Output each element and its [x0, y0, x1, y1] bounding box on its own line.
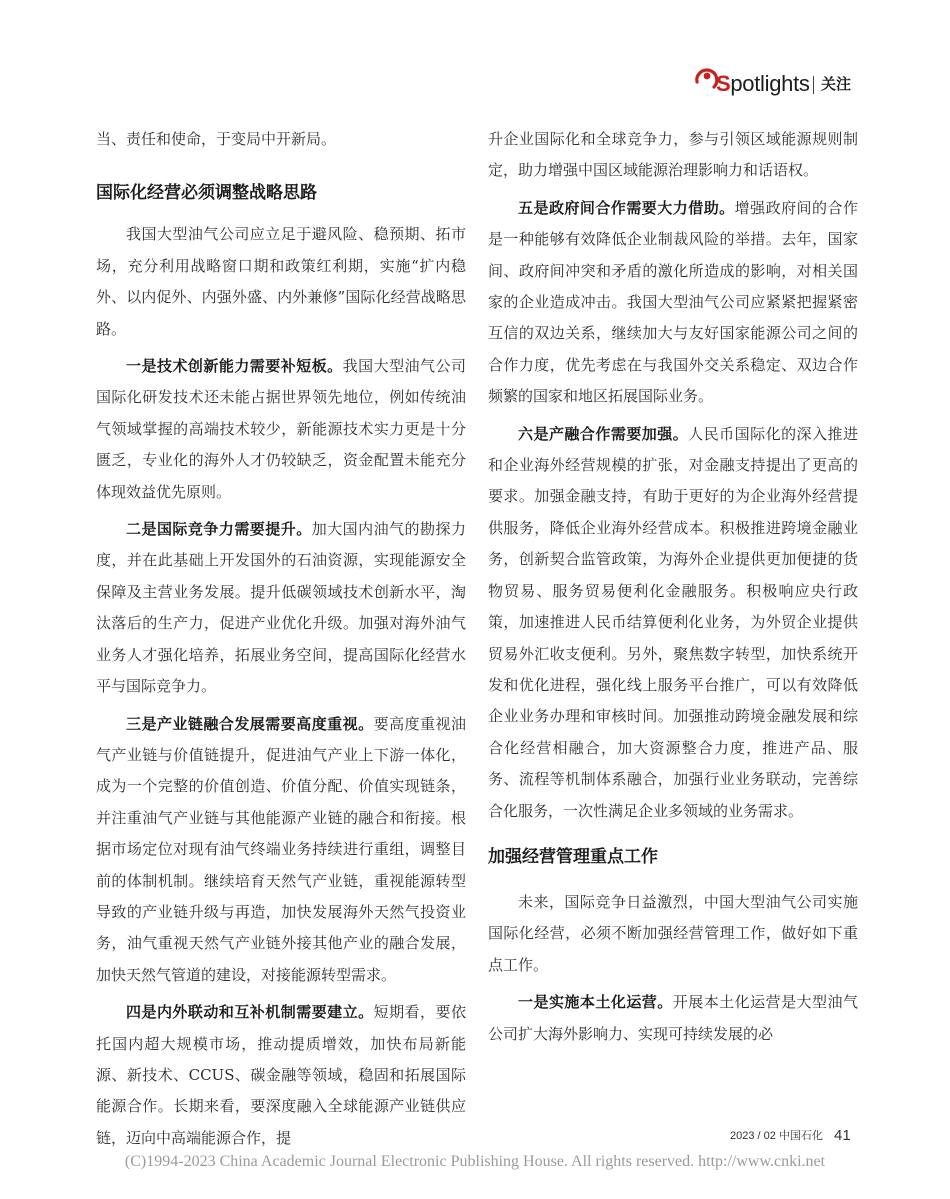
paragraph-lead: 六是产融合作需要加强。	[518, 424, 689, 443]
paragraph-body: 加大国内油气的勘探力度，并在此基础上开发国外的石油资源，实现能源安全保障及主营业务发展。提升低碳领域技术创新水平，淘汰落后的生产力，促进产业优化升级。加强对海外油气业务人才强化培养，拓展业务空间，提高国际化经营水平与国际竞争力。	[96, 520, 466, 696]
paragraph-continued: 升企业国际化和全球竞争力，参与引领区域能源规则制定，助力增强中国区域能源治理影响力和话语权。	[488, 130, 858, 180]
paragraph: 我国大型油气公司应立足于避风险、稳预期、拓市场，充分利用战略窗口期和政策红利期，实施“扩内稳外、以内促外、内强外盛、内外兼修”国际化经营战略思路。	[96, 225, 466, 338]
section-heading: 国际化经营必须调整战略思路	[96, 183, 317, 204]
paragraph-body: 短期看，要依托国内超大规模市场，推动提质增效，加快布局新能源、新技术、CCUS、碳金融等领域，稳固和拓展国际能源合作。长期来看，要深度融入全球能源产业链供应链，迈向中高端能源合作，提	[96, 1003, 466, 1147]
paragraph	[488, 987, 858, 1050]
paragraph-lead: 四是内外联动和互补机制需要建立。	[126, 1003, 374, 1022]
header-divider	[813, 76, 814, 94]
paragraph-continued: 当、责任和使命，于变局中开新局。	[96, 130, 337, 148]
paragraph	[488, 193, 858, 413]
section-heading: 加强经营管理重点工作	[488, 846, 658, 867]
left-column	[96, 124, 466, 1160]
paragraph	[96, 709, 466, 992]
paragraph-body: 我国大型油气公司国际化研发技术还未能占据世界领先地位，例如传统油气领域掌握的高端技术较少，新能源技术实力更是十分匮乏，专业化的海外人才仍较缺乏，资金配置未能充分体现效益优先原则。	[96, 357, 466, 501]
copyright-notice: (C)1994-2023 China Academic Journal Electronic Publishing House. All rights reserved. http://www.cnki.net	[124, 1153, 826, 1170]
issue-number: 2023 / 02	[730, 1130, 776, 1142]
paragraph-body: 增强政府间的合作是一种能够有效降低企业制裁风险的举措。去年，国家间、政府间冲突和矛盾的激化所造成的影响，对相关国家的企业造成冲击。我国大型油气公司应紧紧把握紧密互信的双边关系，继续加大与友好国家能源公司之间的合作力度，优先考虑在与我国外交关系稳定、双边合作频繁的国家和地区拓展国际业务。	[488, 198, 858, 406]
paragraph-lead: 二是国际竞争力需要提升。	[126, 520, 312, 539]
paragraph-lead: 一是实施本土化运营。	[518, 993, 673, 1012]
brand-name-rest: potlights	[730, 71, 810, 96]
brand-accent-letter: S	[716, 71, 731, 96]
paragraph	[488, 419, 858, 827]
page-number: 41	[834, 1127, 851, 1144]
page-footer	[730, 1128, 851, 1144]
paragraph-body: 人民币国际化的深入推进和企业海外经营规模的扩张，对金融支持提出了更高的要求。加强金融支持，有助于更好的为企业海外经营提供服务，降低企业海外经营成本。积极推进跨境金融业务，创新契合监管政策，为海外企业提供更加便捷的货物贸易、服务贸易便利化金融服务。积极响应央行政策，加速推进人民币结算便利化业务，为外贸企业提供贸易外汇收支便利。另外，聚焦数字转型，加快系统开发和优化进程，强化线上服务平台推广，可以有效降低企业业务办理和审核时间。加强推动跨境金融发展和综合化经营相融合，加大资源整合力度，推进产品、服务、流程等机制体系融合，加强行业业务联动，完善综合化服务，一次性满足企业多领域的业务需求。	[488, 424, 858, 820]
paragraph-lead: 五是政府间合作需要大力借助。	[518, 198, 735, 217]
page-header	[690, 62, 930, 108]
paragraph	[96, 351, 466, 508]
brand-wordmark	[716, 71, 810, 97]
paragraph-lead: 三是产业链融合发展需要高度重视。	[126, 714, 374, 733]
paragraph-body: 要高度重视油气产业链与价值链提升，促进油气产业上下游一体化，成为一个完整的价值创造、价值分配、价值实现链条，并注重油气产业链与其他能源产业链的融合和衔接。根据市场定位对现有油气终端业务持续进行重组，调整目前的体制机制。继续培育天然气产业链，重视能源转型导致的产业链升级与再造，加快发展海外天然气投资业务，油气重视天然气产业链外接其他产业的融合发展，加快天然气管道的建设，对接能源转型需求。	[96, 714, 466, 984]
paragraph-body: 开展本土化运营是大型油气公司扩大海外影响力、实现可持续发展的必	[488, 993, 858, 1043]
right-column	[488, 124, 858, 1056]
section-label: 关注	[821, 75, 852, 93]
paragraph	[96, 997, 466, 1154]
paragraph-lead: 一是技术创新能力需要补短板。	[126, 357, 343, 376]
journal-name: 中国石化	[778, 1130, 823, 1142]
paragraph: 未来，国际竞争日益激烈，中国大型油气公司实施国际化经营，必须不断加强经营管理工作，做好如下重点工作。	[488, 892, 858, 974]
paragraph	[96, 514, 466, 702]
